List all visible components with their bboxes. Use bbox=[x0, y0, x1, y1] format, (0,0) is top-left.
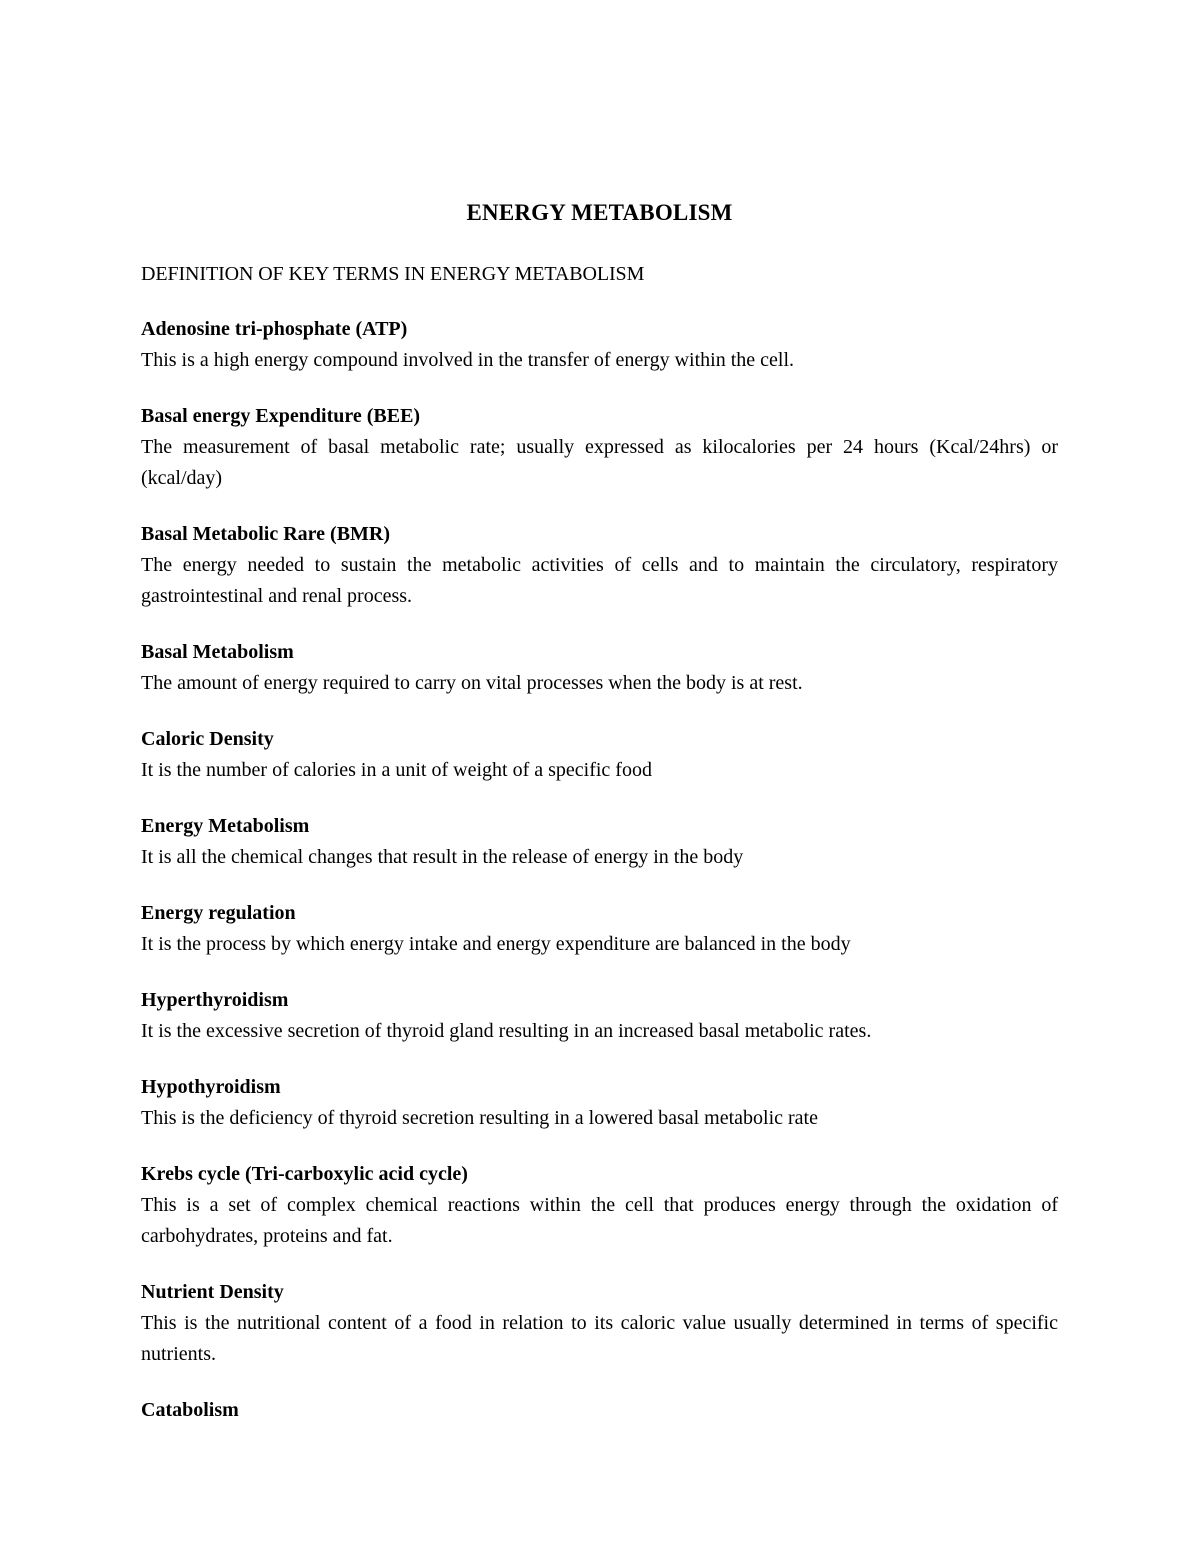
term-title: Catabolism bbox=[141, 1399, 239, 1421]
term-title: Adenosine tri-phosphate (ATP) bbox=[141, 318, 408, 340]
term-title: Krebs cycle (Tri-carboxylic acid cycle) bbox=[141, 1163, 468, 1185]
term-definition: It is the process by which energy intake and energy expenditure are balanced in the body bbox=[141, 933, 851, 955]
term-definition: This is a set of complex chemical reactions within the cell that produces energy through the oxidation of carbohydrates, proteins and fat. bbox=[141, 1194, 1058, 1247]
term-title: Nutrient Density bbox=[141, 1281, 284, 1303]
term-title: Energy Metabolism bbox=[141, 815, 310, 837]
term-title: Hyperthyroidism bbox=[141, 989, 289, 1011]
term-definition: This is the deficiency of thyroid secretion resulting in a lowered basal metabolic rate bbox=[141, 1107, 818, 1129]
term-entry-bee bbox=[141, 401, 1058, 494]
term-definition: The amount of energy required to carry on vital processes when the body is at rest. bbox=[141, 672, 803, 694]
term-definition: It is all the chemical changes that result in the release of energy in the body bbox=[141, 846, 744, 868]
term-title: Basal energy Expenditure (BEE) bbox=[141, 405, 421, 427]
term-entry-krebs-cycle bbox=[141, 1159, 1058, 1252]
term-entry-hyperthyroidism bbox=[141, 985, 1058, 1047]
term-entry-basal-metabolism bbox=[141, 637, 1058, 699]
term-definition: The energy needed to sustain the metabolic activities of cells and to maintain the circulatory, respiratory gastrointestinal and renal process. bbox=[141, 554, 1058, 607]
document-title: ENERGY METABOLISM bbox=[466, 200, 733, 225]
document-content bbox=[141, 198, 1058, 1451]
term-title: Energy regulation bbox=[141, 902, 296, 924]
term-entry-bmr bbox=[141, 519, 1058, 612]
term-title: Basal Metabolism bbox=[141, 641, 294, 663]
term-definition: This is a high energy compound involved in the transfer of energy within the cell. bbox=[141, 349, 794, 371]
term-entry-atp bbox=[141, 314, 1058, 376]
term-entry-nutrient-density bbox=[141, 1277, 1058, 1370]
term-entry-energy-regulation bbox=[141, 898, 1058, 960]
term-title: Basal Metabolic Rare (BMR) bbox=[141, 523, 391, 545]
term-entry-energy-metabolism bbox=[141, 811, 1058, 873]
term-title: Caloric Density bbox=[141, 728, 274, 750]
term-definition: It is the excessive secretion of thyroid gland resulting in an increased basal metabolic rates. bbox=[141, 1020, 872, 1042]
term-definition: This is the nutritional content of a food in relation to its caloric value usually determined in terms of specific nutrients. bbox=[141, 1312, 1058, 1365]
term-definition: The measurement of basal metabolic rate; usually expressed as kilocalories per 24 hours (Kcal/24hrs) or (kcal/day) bbox=[141, 436, 1058, 489]
document-subtitle: DEFINITION OF KEY TERMS IN ENERGY METABOLISM bbox=[141, 263, 645, 285]
term-entry-hypothyroidism bbox=[141, 1072, 1058, 1134]
term-entry-catabolism bbox=[141, 1395, 1058, 1426]
term-title: Hypothyroidism bbox=[141, 1076, 281, 1098]
term-entry-caloric-density bbox=[141, 724, 1058, 786]
term-definition: It is the number of calories in a unit of weight of a specific food bbox=[141, 759, 652, 781]
